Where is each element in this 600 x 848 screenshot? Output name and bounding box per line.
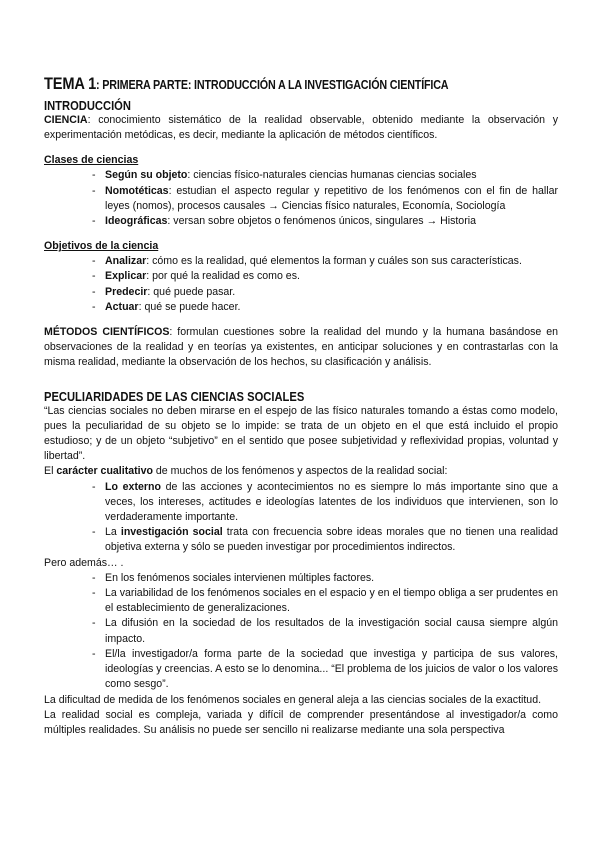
bullet: -	[92, 215, 96, 228]
intro-heading: INTRODUCCIÓN	[44, 98, 131, 113]
list-item	[44, 480, 558, 526]
bullet: -	[92, 270, 96, 283]
caracter-list	[44, 480, 558, 556]
quote-paragraph: “Las ciencias sociales no deben mirarse en el espejo de las físico naturales tomando a éstas como modelo, pues la peculiaridad de su objeto se lo impide: se trata de un objeto en el que está incluido el propio estudioso; y de un objeto “subjetivo” en el sentido que posee subjetividad y reflexividad propias, voluntad y libertad”.	[44, 404, 558, 463]
item-term: Lo externo	[105, 480, 161, 493]
bullet: -	[92, 617, 96, 630]
title-tema: TEMA 1	[44, 74, 97, 93]
metodos-text: : formulan cuestiones sobre la realidad del mundo y la humana basándose en observaciones de la realidad y en teorías ya existentes, en anticipar soluciones y en contrastarlas con la misma realidad, mediante la observación de los hechos, su clasificación y análisis.	[44, 326, 559, 369]
pero-paragraph: Pero además… .	[44, 556, 124, 569]
bullet: -	[92, 184, 96, 197]
list-item	[44, 254, 558, 269]
item-term: Predecir	[105, 285, 148, 298]
bullet: -	[92, 169, 96, 182]
ciencia-definition	[44, 113, 558, 143]
metodos-paragraph	[44, 325, 558, 371]
caracter-term: carácter cualitativo	[56, 465, 153, 478]
bullet: -	[92, 480, 96, 493]
title-rest: : PRIMERA PARTE: INTRODUCCIÓN A LA INVESTIGACIÓN CIENTÍFICA	[96, 78, 449, 92]
list-item	[44, 300, 558, 315]
item-term: investigación social	[120, 526, 223, 539]
item-term: Explicar	[105, 270, 147, 283]
peculiaridades-heading: PECULIARIDADES DE LAS CIENCIAS SOCIALES	[44, 388, 305, 404]
caracter-paragraph	[44, 464, 558, 479]
list-item	[44, 647, 558, 693]
item-text: : cómo es la realidad, qué elementos la forman y cuáles son sus características.	[146, 255, 522, 268]
item-text: : versan sobre objetos o fenómenos únicos, singulares → Historia	[167, 215, 476, 228]
item-term: Analizar	[105, 255, 147, 268]
item-text: La difusión en la sociedad de los resultados de la investigación social causa siempre algún impacto.	[105, 617, 558, 645]
item-text: El/la investigador/a forma parte de la sociedad que investiga y participa de sus valores, ideologías y creencias. A esto se lo denomina... “El problema de los juicios de valor o los valores como sesgo”.	[105, 647, 558, 691]
item-term: Actuar	[105, 300, 139, 313]
ciencia-text: : conocimiento sistemático de la realidad observable, obtenido mediante la observación y experimentación metódicas, es decir, mediante la aplicación de métodos científicos.	[44, 114, 558, 142]
list-item	[44, 214, 558, 229]
list-item	[44, 269, 558, 284]
bullet: -	[92, 300, 96, 313]
pero-list	[44, 571, 558, 693]
metodos-term: MÉTODOS CIENTÍFICOS	[44, 326, 170, 339]
bullet: -	[92, 647, 96, 660]
item-text: : qué se puede hacer.	[138, 300, 241, 313]
list-item	[44, 285, 558, 300]
item-text: : estudian el aspecto regular y repetitivo de los fenómenos con el fin de hallar leyes (nomos), procesos causales → Ciencias físico naturales, Economía, Sociología	[105, 184, 558, 212]
list-item	[44, 184, 558, 214]
objetivos-list	[44, 254, 558, 315]
item-text: trata con frecuencia sobre ideas morales que no tienen una realidad objetiva externa y sólo se pueden investigar por procedimientos indirectos.	[105, 526, 558, 554]
document-page	[44, 74, 558, 738]
item-text: : qué puede pasar.	[147, 285, 236, 298]
item-term: Nomotéticas	[105, 184, 169, 197]
list-item	[44, 616, 558, 646]
bullet: -	[92, 526, 96, 539]
list-item	[44, 571, 558, 586]
clases-list	[44, 168, 558, 229]
bullet: -	[92, 571, 96, 584]
ciencia-term: CIENCIA	[44, 114, 88, 126]
item-text: : por qué la realidad es como es.	[146, 270, 300, 283]
item-text: En los fenómenos sociales intervienen múltiples factores.	[105, 571, 375, 584]
item-term: Ideográficas	[105, 215, 168, 228]
list-item	[44, 168, 558, 183]
item-text: de las acciones y acontecimientos no es siempre lo más importante sino que a veces, los intereses, actitudes e ideologías latentes de los individuos que intervienen, son lo verdaderamente importante.	[105, 480, 558, 524]
item-text: La variabilidad de los fenómenos sociales en el espacio y en el tiempo obliga a ser prudentes en el establecimiento de generalizaciones.	[105, 587, 558, 615]
bullet: -	[92, 587, 96, 600]
list-item	[44, 586, 558, 616]
list-item	[44, 525, 558, 555]
caracter-pre: El	[44, 465, 57, 478]
item-text: : ciencias físico-naturales ciencias humanas ciencias sociales	[187, 169, 477, 182]
item-term: Según su objeto	[105, 169, 188, 182]
bullet: -	[92, 255, 96, 268]
objetivos-heading: Objetivos de la ciencia	[44, 240, 159, 253]
item-pre: La	[105, 526, 121, 539]
document-title	[44, 74, 486, 94]
dificultad-paragraph: La dificultad de medida de los fenómenos sociales en general aleja a las ciencias sociales de la exactitud.	[44, 693, 542, 706]
clases-heading: Clases de ciencias	[44, 154, 139, 167]
bullet: -	[92, 285, 96, 298]
caracter-post: de muchos de los fenómenos y aspectos de la realidad social:	[152, 465, 448, 478]
realidad-paragraph: La realidad social es compleja, variada y difícil de comprender presentándose al investigador/a como múltiples realidades. Su análisis no puede ser sencillo ni realizarse mediante una sola perspectiva	[44, 708, 558, 736]
